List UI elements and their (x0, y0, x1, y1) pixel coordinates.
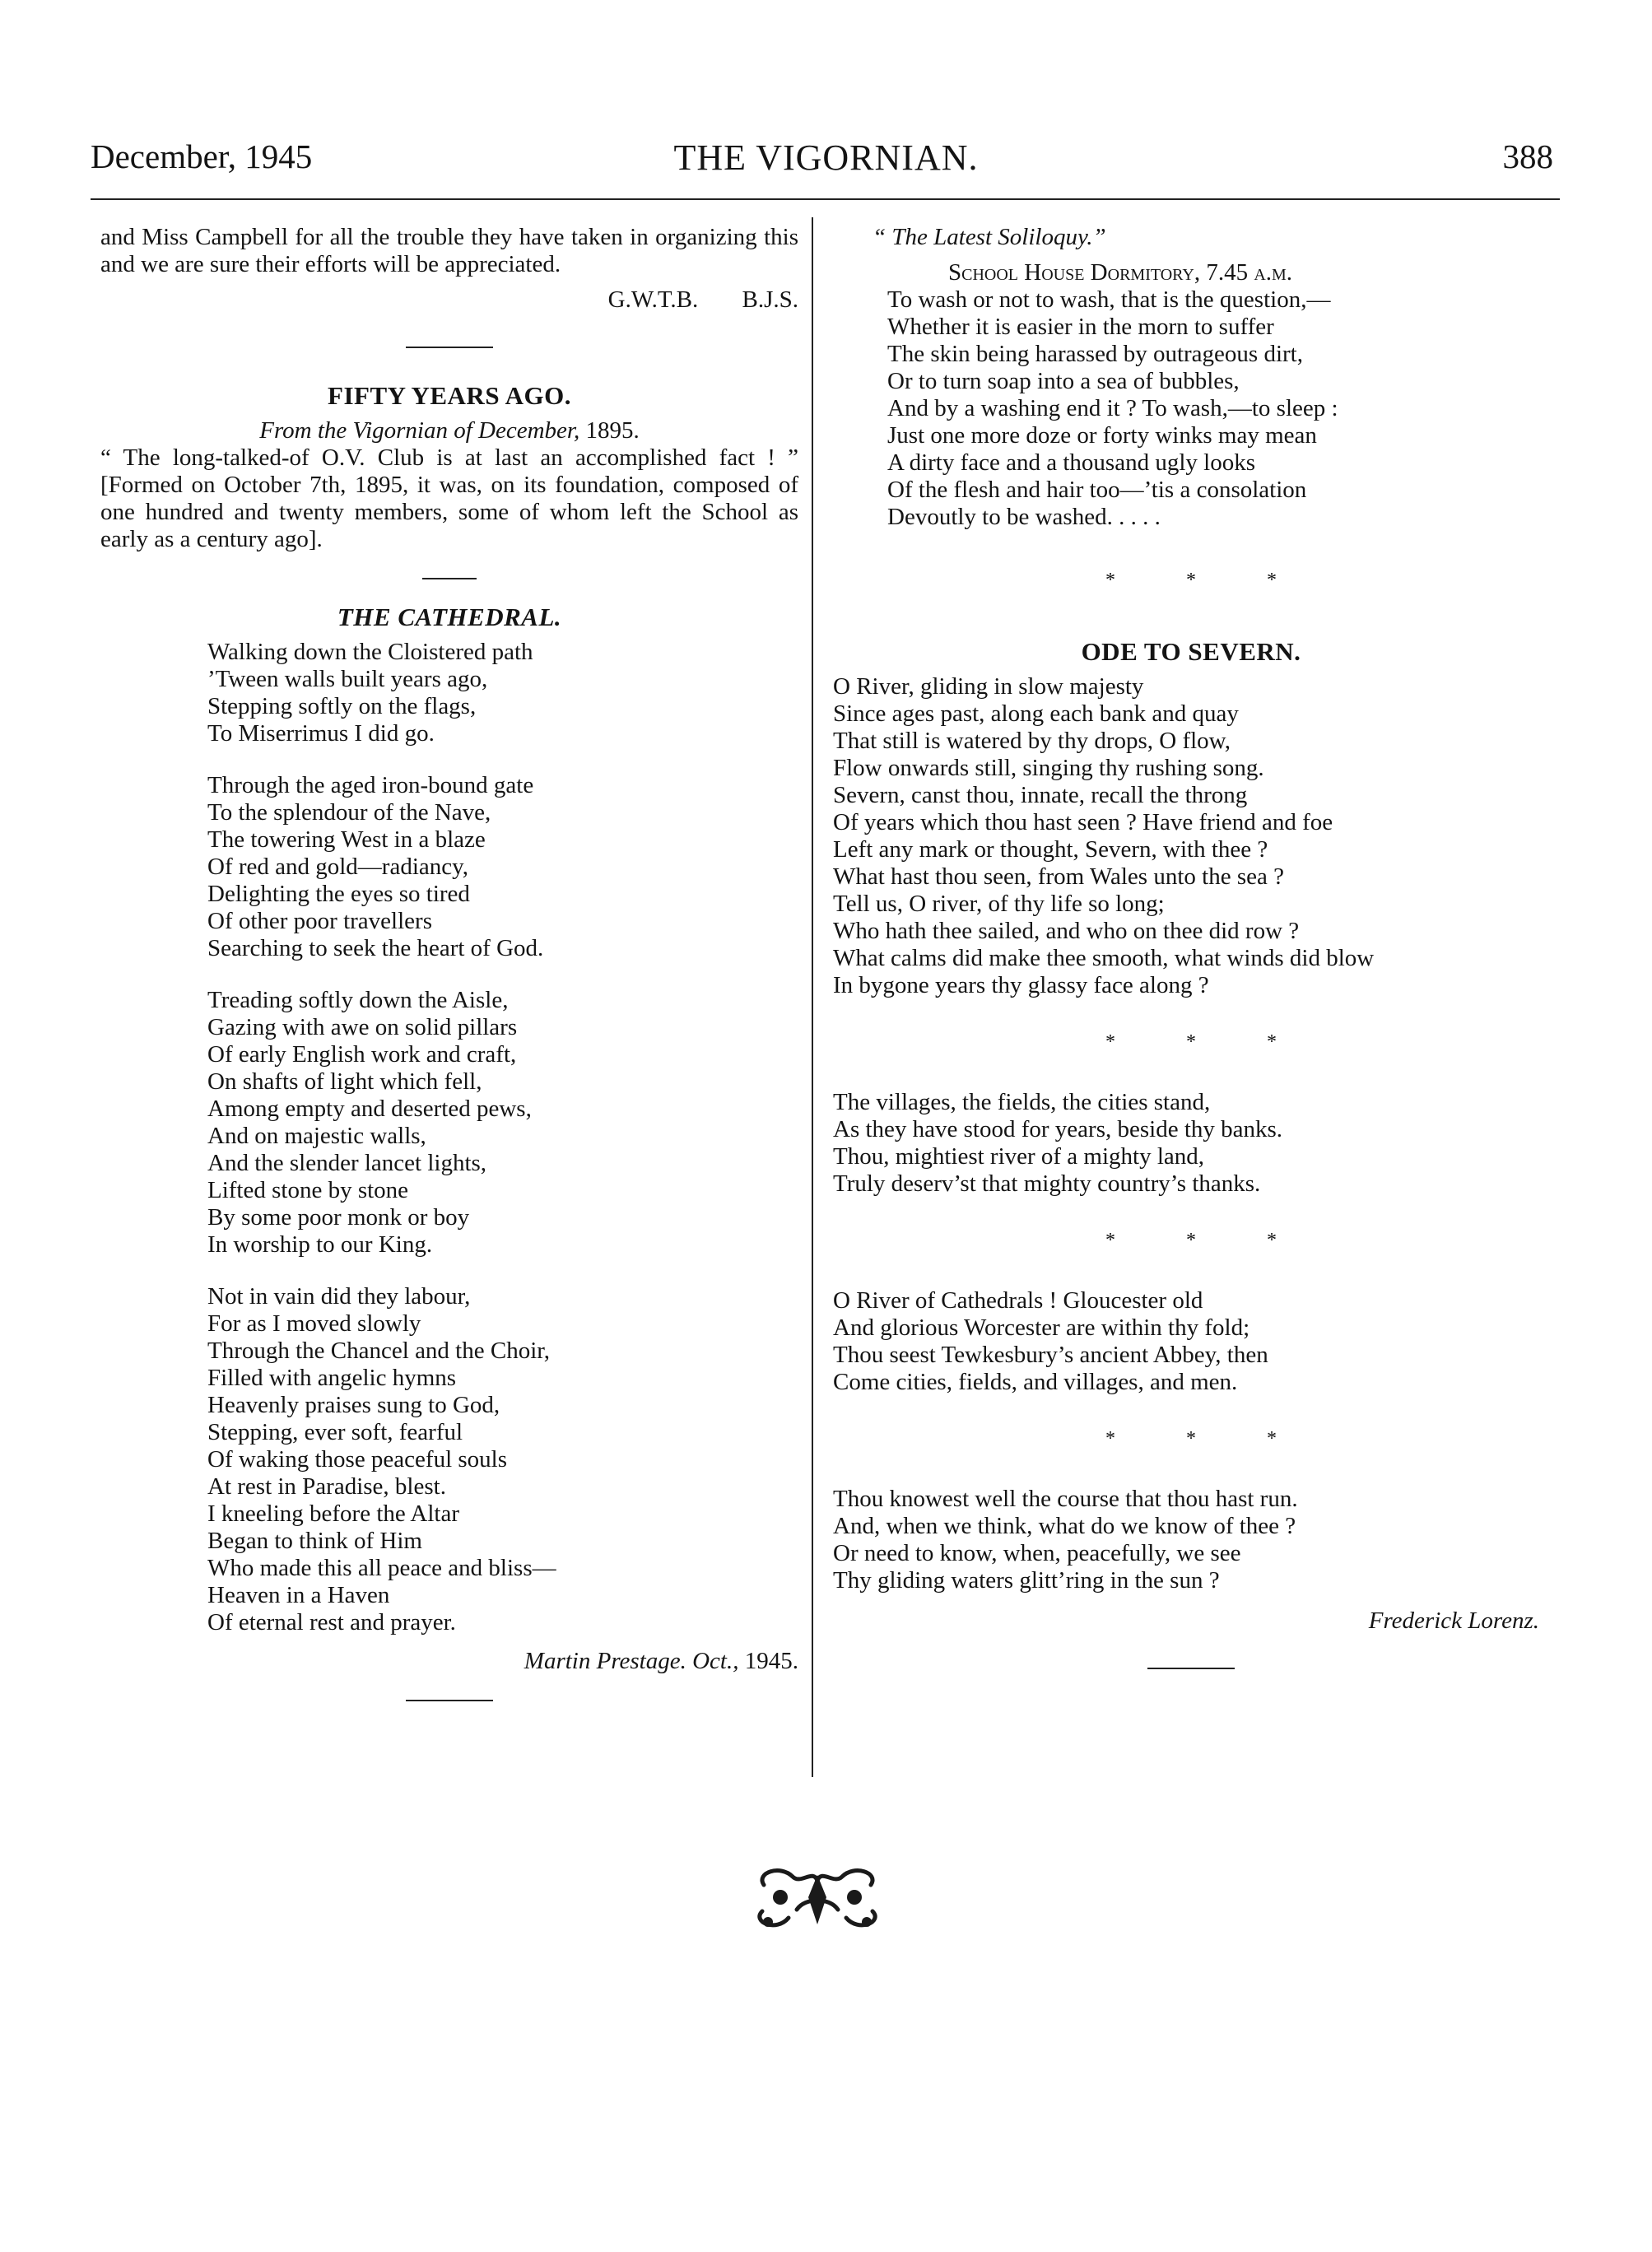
poem-line: What calms did make thee smooth, what winds did blow (833, 945, 1375, 971)
soliloquy-lines (887, 286, 1549, 531)
cathedral-author-name: Martin Prestage. Oct., (524, 1648, 739, 1674)
asterism: * * * (1105, 1031, 1310, 1053)
poem-line: Gazing with awe on solid pillars (207, 1014, 518, 1040)
poem-stanza (207, 772, 798, 962)
poem-stanza (207, 1283, 798, 1636)
poem-line: Filled with angelic hymns (207, 1365, 457, 1391)
poem-line: To Miserrimus I did go. (207, 720, 435, 747)
poem-line: Of other poor travellers (207, 908, 432, 934)
poem-line: In worship to our King. (207, 1231, 433, 1258)
ode-author: Frederick Lorenz. (1368, 1608, 1539, 1634)
floral-ornament-icon (747, 1860, 887, 1934)
poem-line: Of eternal rest and prayer. (207, 1609, 456, 1635)
poem-line: Stepping softly on the flags, (207, 693, 477, 719)
poem-line: Treading softly down the Aisle, (207, 987, 509, 1013)
poem-line: Delighting the eyes so tired (207, 881, 470, 907)
cathedral-author (100, 1648, 798, 1675)
cathedral-author-year: 1945. (744, 1648, 798, 1674)
poem-line: By some poor monk or boy (207, 1204, 470, 1231)
poem-line: And by a washing end it ? To wash,—to sleep : (887, 395, 1338, 421)
poem-line: Searching to seek the heart of God. (207, 935, 544, 961)
poem-line: ’Tween walls built years ago, (207, 666, 488, 692)
poem-line: Began to think of Him (207, 1528, 422, 1554)
poem-line: And on majestic walls, (207, 1123, 426, 1149)
cathedral-poem (207, 639, 798, 1636)
soliloquy-place: School House Dormitory, 7.45 a.m. (948, 259, 1293, 286)
poem-line: Heaven in a Haven (207, 1582, 390, 1608)
section-separator (406, 1700, 493, 1701)
poem-line: Heavenly praises sung to God, (207, 1392, 500, 1418)
poem-line: Of waking those peaceful souls (207, 1446, 508, 1473)
right-column (833, 224, 1549, 1669)
poem-stanza (207, 987, 798, 1259)
poem-line: Through the aged iron-bound gate (207, 772, 534, 798)
header-rule (91, 198, 1560, 200)
poem-line: That still is watered by thy drops, O flow, (833, 728, 1231, 754)
source-prefix: From the Vigornian of December, (259, 417, 580, 444)
poem-line: On shafts of light which fell, (207, 1068, 482, 1095)
poem-line: Thou, mightiest river of a mighty land, (833, 1143, 1205, 1170)
poem-line: Thou seest Tewkesbury’s ancient Abbey, then (833, 1342, 1268, 1368)
poem-line: And the slender lancet lights, (207, 1150, 487, 1176)
poem-line: Devoutly to be washed. . . . . (887, 504, 1161, 530)
poem-line: As they have stood for years, beside thy banks. (833, 1116, 1283, 1142)
section-separator (1147, 1668, 1235, 1669)
poem-line: Of years which thou hast seen ? Have friend and foe (833, 809, 1333, 835)
ode-stanza (833, 673, 1549, 999)
ode-stanza (833, 1287, 1549, 1396)
ode-heading: ODE TO SEVERN. (1081, 637, 1301, 666)
poem-line: O River of Cathedrals ! Gloucester old (833, 1287, 1203, 1314)
poem-line: Thy gliding waters glitt’ring in the sun ? (833, 1567, 1220, 1594)
intro-paragraph: and Miss Campbell for all the trouble they have taken in organizing this and we are sure their efforts will be appreciated. (100, 224, 798, 277)
poem-line: For as I moved slowly (207, 1310, 421, 1337)
source-year: 1895. (585, 417, 640, 444)
fifty-years-source (100, 417, 798, 444)
poem-line: To the splendour of the Nave, (207, 799, 491, 826)
section-separator (406, 347, 493, 348)
poem-line: And, when we think, what do we know of thee ? (833, 1513, 1296, 1539)
left-column (100, 224, 798, 1734)
poem-line: The villages, the fields, the cities stand, (833, 1089, 1211, 1115)
poem-line: Truly deserv’st that mighty country’s thanks. (833, 1170, 1261, 1197)
poem-line: Of early English work and craft, (207, 1041, 517, 1068)
poem-line: The skin being harassed by outrageous dirt, (887, 341, 1303, 367)
asterism: * * * (1105, 1230, 1310, 1251)
poem-line: Flow onwards still, singing thy rushing song. (833, 755, 1264, 781)
poem-line: What hast thou seen, from Wales unto the sea ? (833, 863, 1284, 890)
poem-line: I kneeling before the Altar (207, 1501, 459, 1527)
column-divider (812, 217, 813, 1777)
poem-line: Left any mark or thought, Severn, with thee ? (833, 836, 1268, 863)
poem-line: Or to turn soap into a sea of bubbles, (887, 368, 1240, 394)
soliloquy-title: “ The Latest Soliloquy.” (873, 224, 1106, 250)
page-number: 388 (1502, 137, 1553, 175)
poem-line: A dirty face and a thousand ugly looks (887, 449, 1255, 476)
fifty-years-body: “ The long-talked-of O.V. Club is at last an accomplished fact ! ” [Formed on October 7th, 1895, it was, on its foundation, composed of one hundred and twenty members, some of whom left the School as early as a century ago]. (100, 444, 798, 552)
poem-line: Or need to know, when, peacefully, we see (833, 1540, 1241, 1566)
poem-line: Stepping, ever soft, fearful (207, 1419, 463, 1445)
poem-line: And glorious Worcester are within thy fold; (833, 1314, 1250, 1341)
poem-line: Lifted stone by stone (207, 1177, 409, 1203)
issue-date: December, 1945 (91, 137, 313, 175)
poem-line: Just one more doze or forty winks may mean (887, 422, 1317, 449)
poem-line: Among empty and deserted pews, (207, 1096, 532, 1122)
poem-line: In bygone years thy glassy face along ? (833, 972, 1209, 998)
fifty-years-heading: FIFTY YEARS AGO. (328, 381, 571, 410)
asterism: * * * (1105, 570, 1310, 591)
poem-line: Not in vain did they labour, (207, 1283, 471, 1310)
poem-line: Of red and gold—radiancy, (207, 854, 469, 880)
poem-line: Who made this all peace and bliss— (207, 1555, 556, 1581)
cathedral-heading: THE CATHEDRAL. (337, 603, 562, 631)
poem-line: Severn, canst thou, innate, recall the throng (833, 782, 1248, 808)
poem-stanza (207, 639, 798, 747)
poem-line: Since ages past, along each bank and quay (833, 700, 1239, 727)
poem-line: Whether it is easier in the morn to suffer (887, 314, 1274, 340)
asterism: * * * (1105, 1428, 1310, 1449)
poem-line: Of the flesh and hair too—’tis a consolation (887, 477, 1307, 503)
poem-line: Walking down the Cloistered path (207, 639, 533, 665)
section-separator (422, 578, 477, 579)
poem-line: Come cities, fields, and villages, and men. (833, 1369, 1238, 1395)
poem-line: At rest in Paradise, blest. (207, 1473, 446, 1500)
poem-line: Through the Chancel and the Choir, (207, 1338, 551, 1364)
journal-title: THE VIGORNIAN. (673, 137, 979, 178)
poem-line: To wash or not to wash, that is the question,— (887, 286, 1331, 313)
poem-line: The towering West in a blaze (207, 826, 486, 853)
signatures: G.W.T.B. B.J.S. (607, 286, 798, 313)
poem-line: Tell us, O river, of thy life so long; (833, 891, 1165, 917)
ode-stanza (833, 1486, 1549, 1594)
poem-line: Thou knowest well the course that thou hast run. (833, 1486, 1298, 1512)
poem-line: Who hath thee sailed, and who on thee did row ? (833, 918, 1300, 944)
poem-line: O River, gliding in slow majesty (833, 673, 1144, 700)
ode-stanza (833, 1089, 1549, 1198)
